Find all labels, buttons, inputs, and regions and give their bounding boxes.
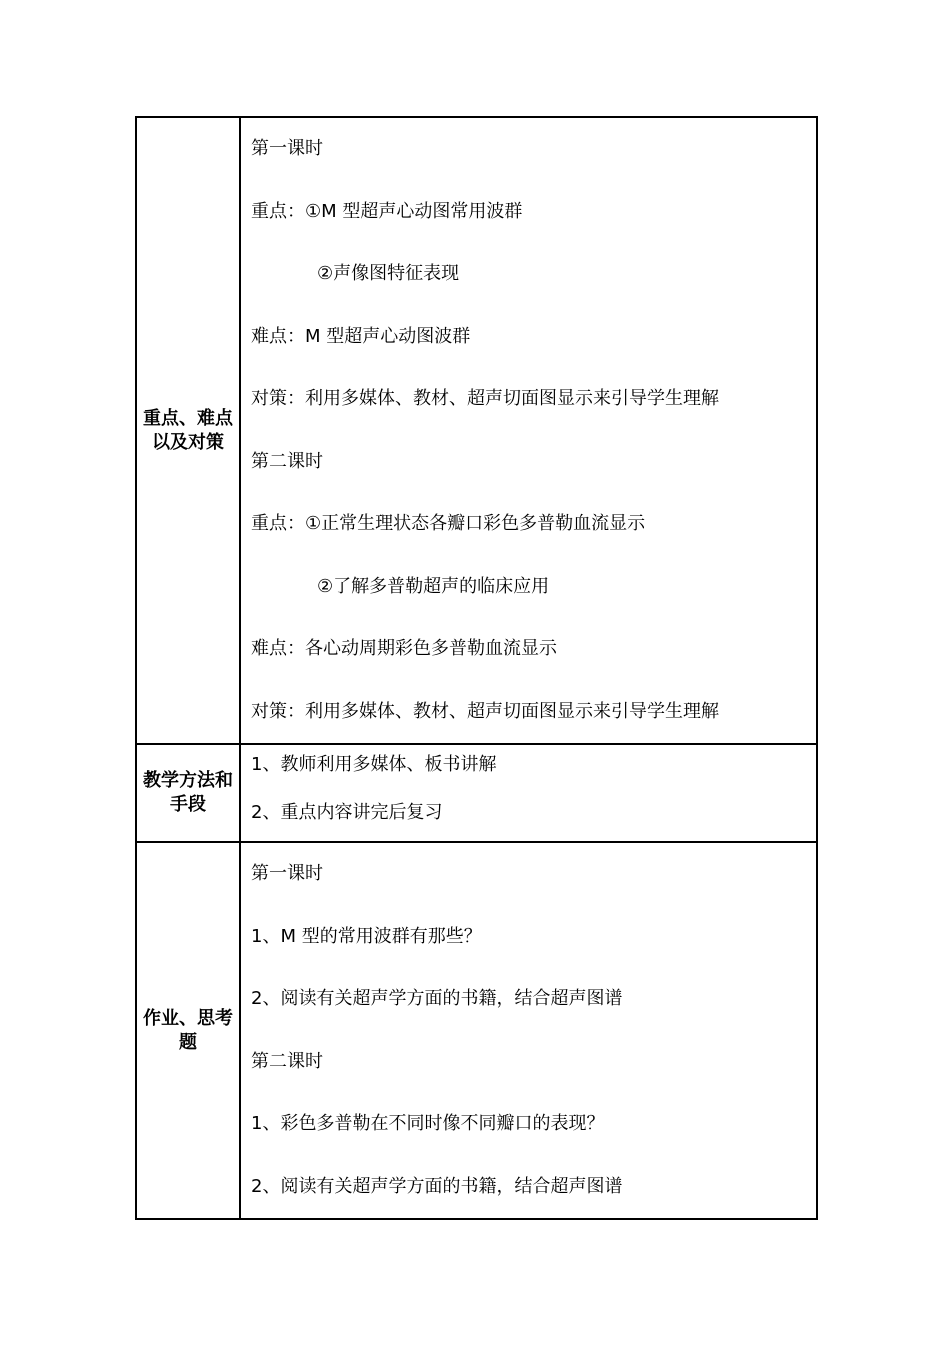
row-label: 教学方法和手段	[143, 770, 233, 815]
content-line: 难点：各心动周期彩色多普勒血流显示	[251, 638, 557, 659]
content-line: 第二课时	[251, 1050, 323, 1072]
content-line: 对策：利用多媒体、教材、超声切面图显示来引导学生理解	[251, 700, 719, 722]
content-line: ②了解多普勒超声的临床应用	[317, 575, 550, 597]
table-row	[136, 842, 817, 1219]
table-row	[136, 744, 817, 842]
content-line: 2、重点内容讲完后复习	[251, 802, 443, 823]
content-line: 2、阅读有关超声学方面的书籍，结合超声图谱	[251, 988, 623, 1009]
row-label-cell	[136, 842, 240, 1219]
content-line: 1、彩色多普勒在不同时像不同瓣口的表现？	[251, 1113, 605, 1134]
content-line: 1、教师利用多媒体、板书讲解	[251, 754, 497, 775]
row-content-cell	[240, 744, 817, 842]
content-line: 第二课时	[251, 450, 323, 472]
content-line: 重点：①M 型超声心动图常用波群	[251, 200, 523, 222]
content-line: 对策：利用多媒体、教材、超声切面图显示来引导学生理解	[251, 388, 719, 409]
content-line: ②声像图特征表现	[317, 263, 460, 284]
row-label: 作业、思考题	[143, 1007, 233, 1053]
row-content-cell	[240, 842, 817, 1219]
row-label: 重点、难点以及对策	[143, 407, 233, 453]
content-line: 难点：M 型超声心动图波群	[251, 325, 471, 347]
content-line: 第一课时	[251, 138, 323, 159]
row-label-cell	[136, 117, 240, 744]
table-row	[136, 117, 817, 744]
content-line: 重点：①正常生理状态各瓣口彩色多普勒血流显示	[251, 513, 646, 534]
content-line: 2、阅读有关超声学方面的书籍，结合超声图谱	[251, 1175, 623, 1197]
content-line: 第一课时	[251, 863, 323, 884]
lesson-plan-table	[135, 116, 818, 1220]
content-line: 1、M 型的常用波群有那些？	[251, 925, 482, 947]
row-content-cell	[240, 117, 817, 744]
row-label-cell	[136, 744, 240, 842]
